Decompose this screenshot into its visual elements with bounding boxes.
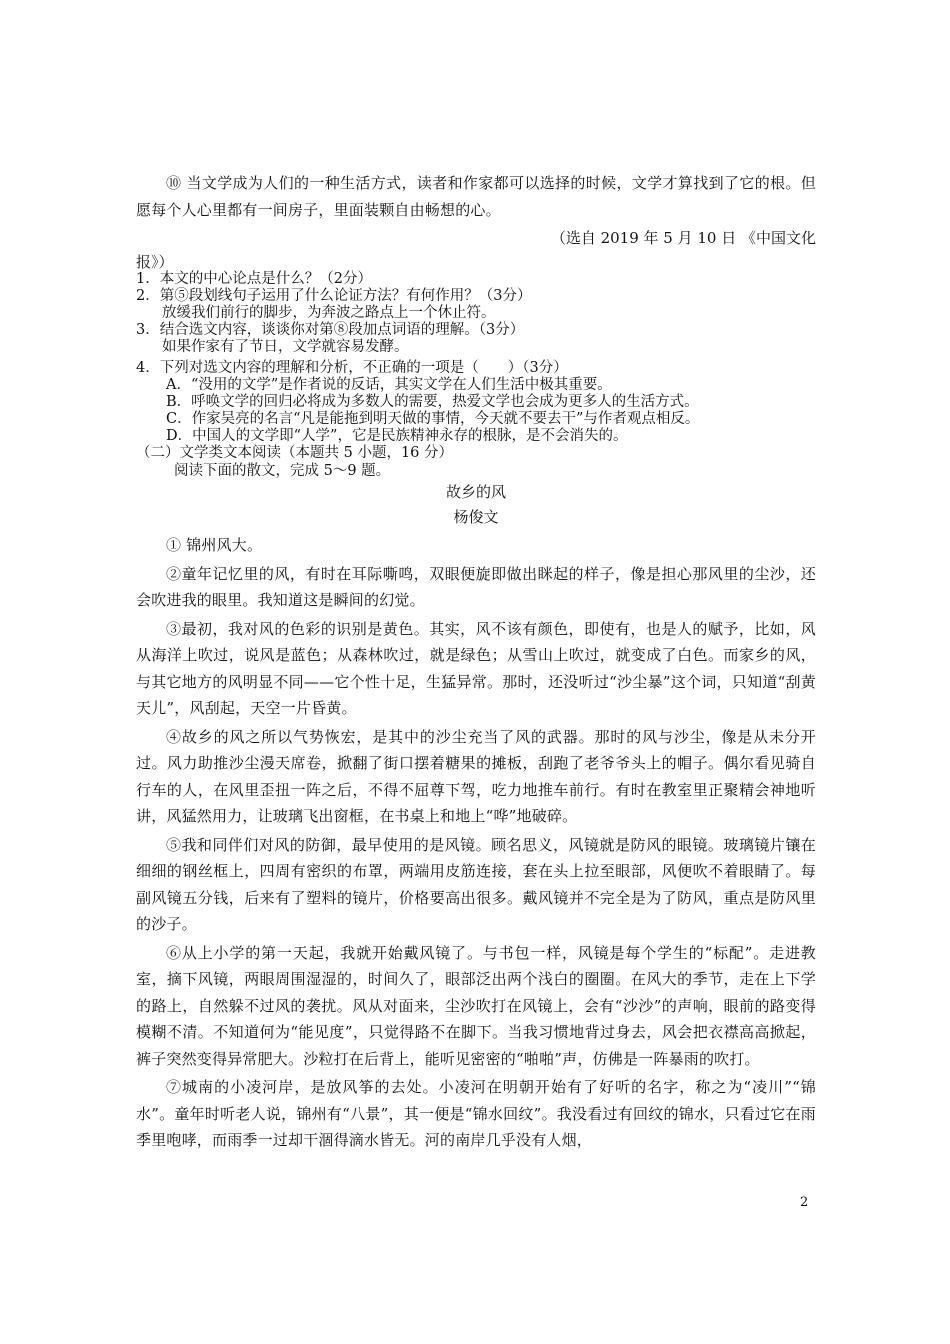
page-number: 2 (800, 1195, 809, 1210)
source-citation: （选自 2019 年 5 月 10 日 《中国文化 (550, 229, 816, 247)
essay-paragraph-2: ②童年记忆里的风，有时在耳际嘶鸣，双眼便旋即做出眯起的样子，像是担心那风里的尘沙，还会吹进我的眼里。我知道这是瞬间的幻觉。 (136, 564, 816, 609)
question-2: 2．第⑤段划线句子运用了什么论证方法？有何作用？（3分） (136, 288, 532, 304)
question-1: 1．本文的中心论点是什么？（2分） (136, 271, 372, 287)
question-3: 3．结合选文内容，谈谈你对第⑧段加点词语的理解。（3分） (136, 322, 525, 338)
essay-title: 故乡的风 (445, 483, 506, 501)
reading-instruction: 阅读下面的散文，完成 5～9 题。 (174, 463, 391, 479)
option-c: C．作家吴亮的名言“凡是能拖到明天做的事情，今天就不要去干”与作者观点相反。 (166, 411, 700, 427)
previous-essay-ending (136, 170, 816, 273)
option-a: A．“没用的文学”是作者说的反话，其实文学在人们生活中极其重要。 (166, 377, 612, 393)
essay-paragraph-6: ⑥从上小学的第一天起，我就开始戴风镜了。与书包一样，风镜是每个学生的“标配”。走进教室，摘下风镜，两眼周围湿湿的，时间久了，眼部泛出两个浅白的圈圈。在风大的季节，走在上下学的路上，自然躲不过风的袭扰。风从对面来，尘沙吹打在风镜上，会有“沙沙”的声响，眼前的路变得模糊不清。不知道何为“能见度”，只觉得路不在脚下。当我习惯地背过身去，风会把衣襟高高掀起，裤子突然变得异常肥大。沙粒打在后背上，能听见密密的“啪啪”声，仿佛是一阵暴雨的吹打。 (136, 943, 816, 1068)
essay-paragraph-3: ③最初，我对风的色彩的识别是黄色。其实，风不该有颜色，即使有，也是人的赋予，比如，风从海洋上吹过，说风是蓝色；从森林吹过，就是绿色；从雪山上吹过，就变成了白色。而家乡的风，与其它地方的风明显不同——它个性十足，生猛异常。那时，还没听过“沙尘暴”这个词，只知道“刮黄天儿”，风刮起，天空一片昏黄。 (136, 619, 816, 717)
essay-paragraph-5: ⑤我和同伴们对风的防御，最早使用的是风镜。顾名思义，风镜就是防风的眼镜。玻璃镜片镶在细细的钢丝框上，四周有密织的布罩，两端用皮筋连接，套在头上拉至眼部，风便吹不着眼睛了。每副风镜五分钱，后来有了塑料的镜片，价格要高出很多。戴风镜并不完全是为了防风，重点是防风里的沙子。 (136, 835, 816, 933)
paragraph-10: ⑩ 当文学成为人们的一种生活方式，读者和作家都可以选择的时候，文学才算找到了它的根。但愿每个人心里都有一间房子，里面装颗自由畅想的心。 (136, 174, 816, 219)
essay-author: 杨俊文 (453, 508, 499, 526)
question-4: 4．下列对选文内容的理解和分析，不正确的一项是（ ）（3分） (136, 360, 568, 376)
essay (136, 480, 816, 1156)
option-d: D．中国人的文学即“人学”，它是民族精神永存的根脉，是不会消失的。 (166, 428, 628, 444)
essay-paragraph-7: ⑦城南的小凌河岸，是放风筝的去处。小凌河在明朝开始有了好听的名字，称之为“凌川”“锦水”。童年时听老人说，锦州有“八景”，其一便是“锦水回纹”。我没看过有回纹的锦水，只看过它在雨季里咆哮，而雨季一过却干涸得滴水皆无。河的南岸几乎没有人烟， (136, 1078, 816, 1149)
source-citation-continued: 报》） (136, 253, 174, 271)
essay-paragraph-1: ① 锦州风大。 (166, 536, 263, 554)
question-3-quote: 如果作家有了节日，文学就容易发酵。 (162, 339, 409, 355)
option-b: B．呼唤文学的回归必将成为多数人的需要，热爱文学也会成为更多人的生活方式。 (166, 394, 699, 410)
question-list (136, 271, 816, 481)
question-2-quote: 放缓我们前行的脚步，为奔波之路点上一个休止符。 (162, 305, 496, 321)
essay-paragraph-4: ④故乡的风之所以气势恢宏，是其中的沙尘充当了风的武器。那时的风与沙尘，像是从未分开过。风力助推沙尘漫天席卷，掀翻了街口摆着糖果的摊板，刮跑了老爷爷头上的帽子。偶尔看见骑自行车的人，在风里歪扭一阵之后，不得不屈尊下驾，吃力地推车前行。有时在教室里正聚精会神地听讲，风猛然用力，让玻璃飞出窗框，在书桌上和地上“哗”地破碎。 (136, 727, 816, 825)
section-heading: （二）文学类文本阅读（本题共 5 小题，16 分） (136, 445, 454, 461)
